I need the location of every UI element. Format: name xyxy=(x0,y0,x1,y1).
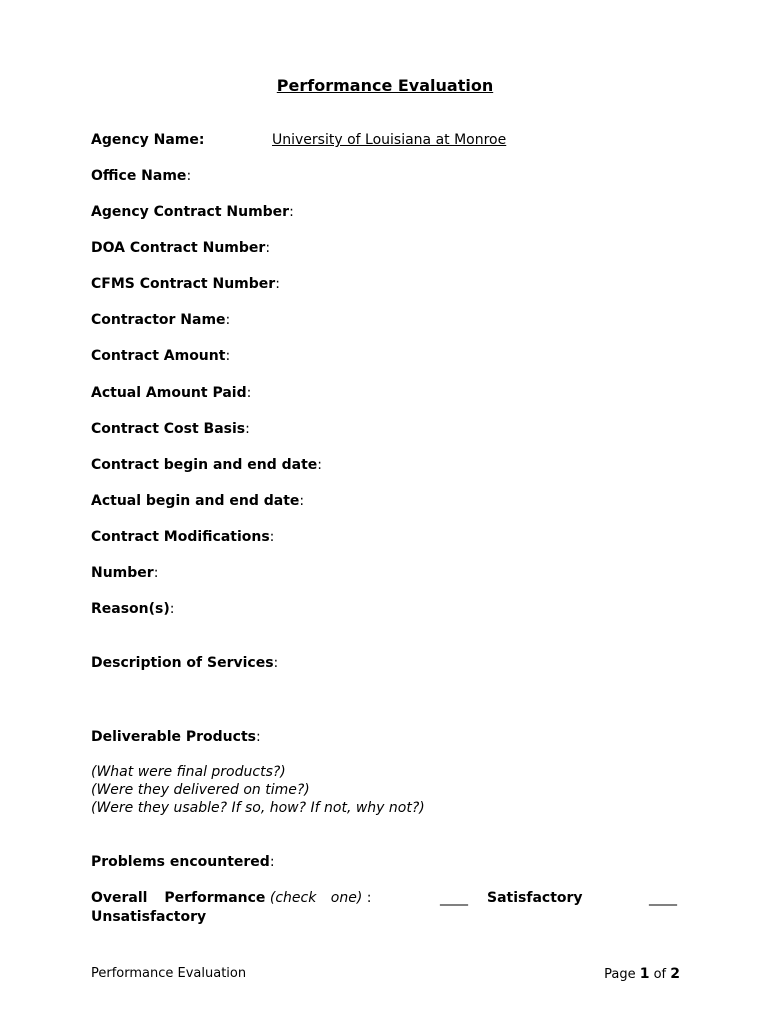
deliverable-question: (Were they usable? If so, how? If not, why not?) xyxy=(91,800,425,816)
field-contract-cost-basis: Contract Cost Basis: xyxy=(91,421,250,437)
field-number: Number: xyxy=(91,565,159,581)
overall-performance-row: Overall Performance (check one) : xyxy=(91,890,372,906)
field-actual-amount-paid: Actual Amount Paid: xyxy=(91,385,252,401)
description-of-services: Description of Services: xyxy=(91,655,279,671)
deliverable-question: (Were they delivered on time?) xyxy=(91,782,310,798)
deliverable-question: (What were final products?) xyxy=(91,764,286,780)
agency-name-value: University of Louisiana at Monroe xyxy=(272,132,507,148)
deliverable-products: Deliverable Products: xyxy=(91,729,261,745)
field-contract-modifications: Contract Modifications: xyxy=(91,529,275,545)
field-office-name: Office Name: xyxy=(91,168,192,184)
field-doa-contract-number: DOA Contract Number: xyxy=(91,240,271,256)
agency-name-label: Agency Name: xyxy=(91,132,205,148)
overall-performance-hint: (check one) xyxy=(269,890,363,906)
page-title: Performance Evaluation xyxy=(276,76,494,95)
problems-encountered: Problems encountered: xyxy=(91,854,275,870)
field-reasons: Reason(s): xyxy=(91,601,175,617)
field-cfms-contract-number: CFMS Contract Number: xyxy=(91,276,280,292)
field-agency-contract-number: Agency Contract Number: xyxy=(91,204,294,220)
overall-performance-label: Overall Performance xyxy=(91,890,266,906)
field-contract-amount: Contract Amount: xyxy=(91,348,231,364)
field-contractor-name: Contractor Name: xyxy=(91,312,231,328)
satisfactory-checkbox-blank[interactable]: ____ xyxy=(440,890,468,906)
unsatisfactory-checkbox-blank[interactable]: ____ xyxy=(649,890,677,906)
unsatisfactory-option: Unsatisfactory xyxy=(91,909,207,925)
satisfactory-option: Satisfactory xyxy=(487,890,583,906)
page-number: Page 1 of 2 xyxy=(604,966,680,982)
agency-name-row xyxy=(91,132,204,148)
field-actual-dates: Actual begin and end date: xyxy=(91,493,305,509)
footer-title: Performance Evaluation xyxy=(91,966,247,981)
field-contract-dates: Contract begin and end date: xyxy=(91,457,322,473)
